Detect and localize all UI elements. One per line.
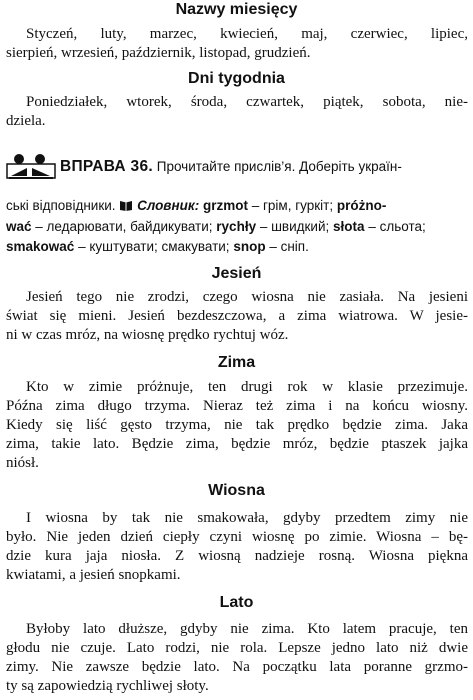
dictionary-label: Словник: bbox=[137, 198, 200, 213]
dict-translation-smakowac: – куштувати; смакувати; bbox=[78, 239, 230, 254]
zima-line-4: zima, takie lato. Będzie zima, będzie mróz, będzie ptaszek jajka bbox=[6, 436, 468, 452]
dict-word-rychly: rychły bbox=[216, 219, 257, 234]
dict-word-smakowac: smakować bbox=[6, 239, 75, 254]
exercise-instruction-2: ські відповідники. bbox=[6, 198, 116, 213]
lato-line-4: ty są zapowiedzią rychliwej słoty. bbox=[6, 678, 209, 694]
zima-line-5: niósł. bbox=[6, 455, 39, 471]
wiosna-line-4: kwiatami, a jesień snopkami. bbox=[6, 567, 181, 583]
lato-line-1: Byłoby lato dłuższe, gdyby nie zima. Kto latem pracuje, ten bbox=[26, 621, 468, 637]
dict-word-prozno-part2: wać bbox=[6, 219, 32, 234]
dict-translation-grzmot: – грім, гуркіт; bbox=[251, 198, 334, 213]
days-heading: Dni tygodnia bbox=[188, 70, 285, 87]
months-line-1: Styczeń, luty, marzec, kwiecień, maj, czerwiec, lipiec, bbox=[26, 26, 468, 42]
dict-translation-snop: – сніп. bbox=[269, 239, 309, 254]
jesien-line-3: ni w czas mróz, na wiosnę prędko rychtuj wóz. bbox=[6, 327, 289, 343]
wiosna-line-2: było. Nie jeden dzień ciepły czyni wiosnę po zimie. Wiosna – bę- bbox=[6, 529, 468, 545]
days-line-2: dziela. bbox=[6, 113, 46, 129]
dict-word-prozno-part1: próżno- bbox=[336, 198, 387, 213]
exercise-instruction-1: Прочитайте прислів’я. Доберіть україн- bbox=[156, 159, 402, 174]
dict-translation-slota: – сльота; bbox=[368, 219, 426, 234]
zima-line-2: Późna zima długo trzyma. Nieraz też zima i na końcu wiosny. bbox=[6, 398, 468, 414]
months-line-2: sierpień, wrzesień, październik, listopad, grudzień. bbox=[6, 45, 311, 61]
months-heading: Nazwy miesięcy bbox=[175, 1, 298, 18]
reading-children-icon bbox=[6, 152, 56, 180]
section-heading-zima: Zima bbox=[217, 354, 256, 371]
exercise-header bbox=[60, 158, 468, 176]
exercise-dictionary-line-1 bbox=[6, 197, 468, 215]
dict-translation-rychly: – швидкий; bbox=[259, 219, 330, 234]
lato-line-2: głodu nie czuje. Lato rodzi, nie rola. Lepsze jedno lato niż dwie bbox=[6, 640, 468, 656]
section-heading-jesien: Jesień bbox=[211, 265, 262, 282]
jesien-line-1: Jesień tego nie zrodzi, czego wiosna nie zasiała. Na jesieni bbox=[26, 289, 468, 305]
wiosna-line-1: I wiosna by tak nie smakowała, gdyby przedtem zimy nie bbox=[26, 510, 468, 526]
dictionary-book-icon bbox=[119, 199, 133, 211]
days-line-1: Poniedziałek, wtorek, środa, czwartek, piątek, sobota, nie- bbox=[26, 94, 468, 110]
exercise-number: ВПРАВА 36. bbox=[60, 158, 153, 175]
dict-translation-proznowac: – ледарювати, байдикувати; bbox=[35, 219, 213, 234]
zima-line-3: Kiedy się liść gęsto trzyma, nie tak prędko będzie zima. Jaka bbox=[6, 417, 468, 433]
exercise-dictionary-line-3 bbox=[6, 238, 468, 256]
dict-word-grzmot: grzmot bbox=[202, 198, 248, 213]
dict-word-slota: słota bbox=[333, 219, 365, 234]
jesien-line-2: świat się mieni. Jesień bezdeszczowa, a zima wiatrowa. W jesie- bbox=[6, 308, 468, 324]
section-heading-wiosna: Wiosna bbox=[208, 482, 265, 499]
exercise-dictionary-line-2 bbox=[6, 218, 468, 236]
zima-line-1: Kto w zimie próżnuje, ten drugi rok w klasie przezimuje. bbox=[26, 379, 468, 395]
wiosna-line-3: dzie kura jaja niosła. Z wiosną nadzieje rosną. Wiosna piękna bbox=[6, 548, 468, 564]
lato-line-3: zimy. Nie zawsze będzie lato. Na początku lata poranne grzmo- bbox=[6, 659, 468, 675]
section-heading-lato: Lato bbox=[219, 594, 254, 611]
dict-word-snop: snop bbox=[233, 239, 266, 254]
